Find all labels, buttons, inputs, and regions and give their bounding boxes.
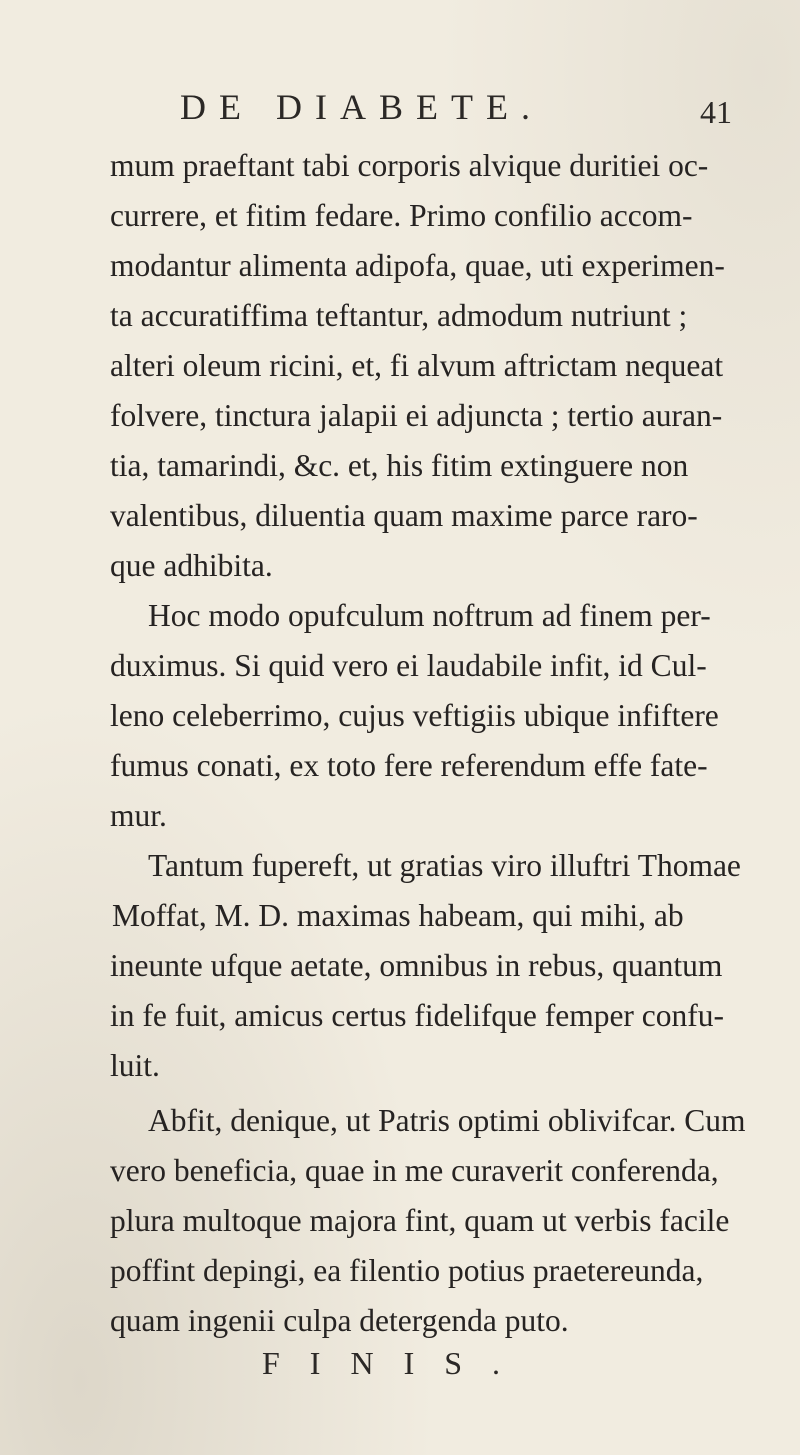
text-line: ineunte ufque aetate, omnibus in rebus, quantum (110, 948, 723, 983)
text-line: vero beneficia, quae in me curaverit conferenda, (110, 1153, 719, 1188)
text-line: in fe fuit, amicus certus fidelifque femper confu- (110, 998, 725, 1033)
text-line: quam ingenii culpa detergenda puto. (110, 1303, 569, 1338)
text-line: poffint depingi, ea filentio potius praetereunda, (110, 1253, 704, 1288)
text-line: tia, tamarindi, &c. et, his fitim extinguere non (110, 448, 689, 483)
running-title: DE DIABETE. (180, 87, 543, 127)
text-line: leno celeberrimo, cujus veftigiis ubique infiftere (110, 698, 719, 733)
text-line: valentibus, diluentia quam maxime parce raro- (110, 498, 698, 533)
text-line: duximus. Si quid vero ei laudabile infit, id Cul- (110, 648, 707, 683)
page-number: 41 (700, 94, 732, 130)
text-line: Tantum fupereft, ut gratias viro illuftri Thomae (148, 848, 741, 883)
text-line: alteri oleum ricini, et, fi alvum aftrictam nequeat (110, 348, 724, 383)
text-line: Moffat, M. D. maximas habeam, qui mihi, ab (112, 898, 684, 933)
text-line: fumus conati, ex toto fere referendum effe fate- (110, 748, 708, 783)
text-line: folvere, tinctura jalapii ei adjuncta ; tertio auran- (110, 398, 723, 433)
text-line: currere, et fitim fedare. Primo confilio accom- (110, 198, 693, 233)
text-line: mur. (110, 798, 167, 833)
text-line: plura multoque majora fint, quam ut verbis facile (110, 1203, 730, 1238)
text-line: luit. (110, 1048, 160, 1083)
text-line: que adhibita. (110, 548, 273, 583)
text-line: mum praeftant tabi corporis alvique duritiei oc- (110, 148, 709, 183)
text-line: Hoc modo opufculum noftrum ad finem per- (148, 598, 711, 633)
finis-colophon: FINIS. (262, 1345, 531, 1381)
text-line: ta accuratiffima teftantur, admodum nutriunt ; (110, 298, 688, 333)
text-line: modantur alimenta adipofa, quae, uti experimen- (110, 248, 725, 283)
text-line: Abfit, denique, ut Patris optimi oblivifcar. Cum (148, 1103, 746, 1138)
